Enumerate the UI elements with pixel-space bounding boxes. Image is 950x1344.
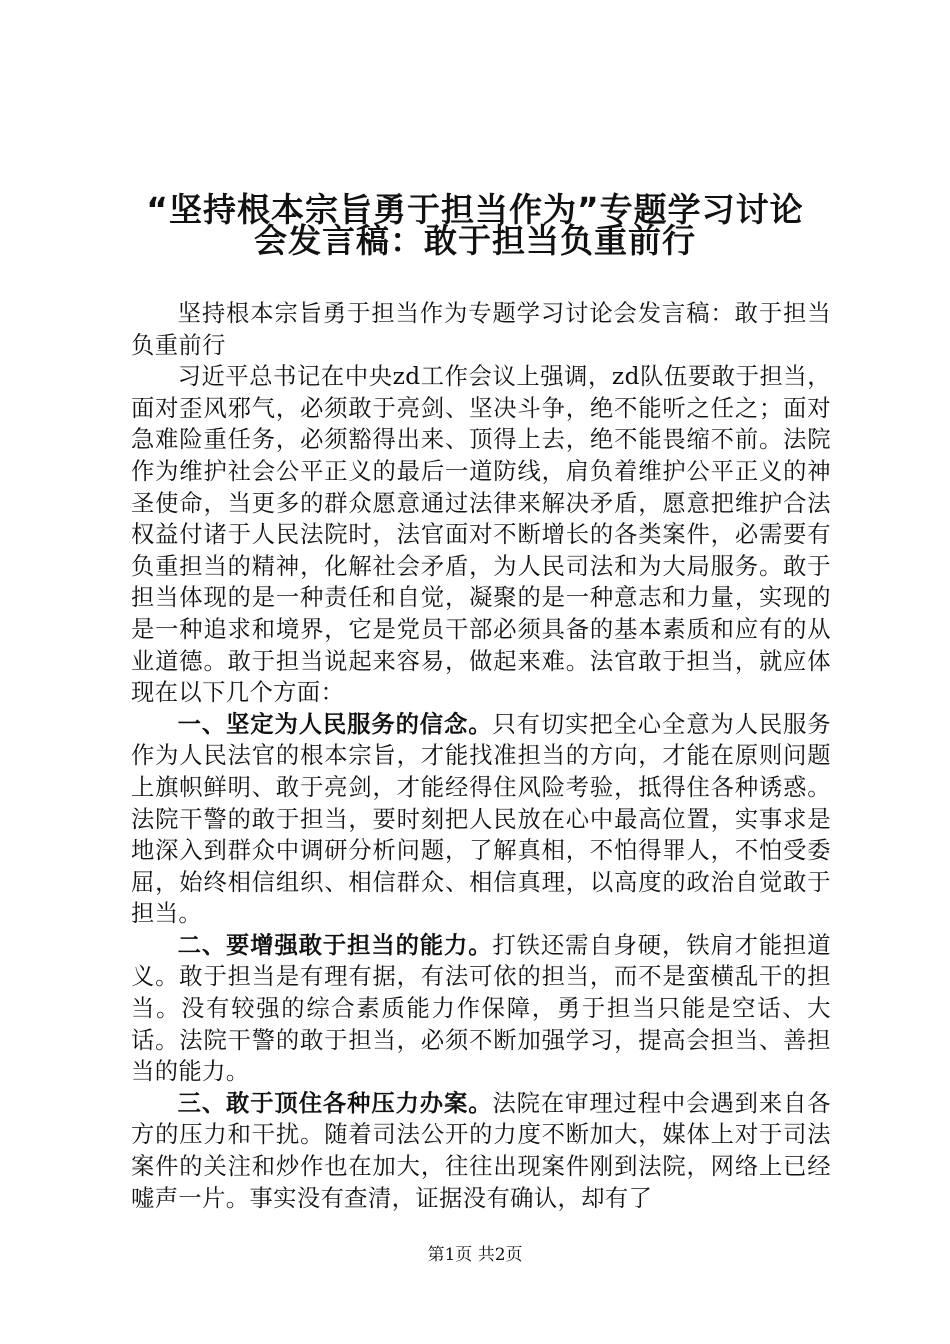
paragraph-text: 打铁还需自身硬，铁肩才能担道义。敢于担当是有理有据，有法可依的担当，而不是蛮横乱干的担当。没有较强的综合素质能力作保障，勇于担当只能是空话、大话。法院干警的敢于担当，必须不断加强学习，提高会担当、善担当的能力。: [131, 931, 831, 1086]
paragraph: [131, 1088, 831, 1214]
paragraph-text: 法院在审理过程中会遇到来自各方的压力和干扰。随着司法公开的力度不断加大，媒体上对于司法案件的关注和炒作也在加大，往往出现案件刚到法院，网络上已经嘘声一片。事实没有查清，证据没有确认，却有了: [131, 1089, 831, 1212]
document-body: [131, 298, 831, 1214]
paragraph-text: 习近平总书记在中央zd工作会议上强调，zd队伍要敢于担当，面对歪风邪气，必须敢于亮剑、坚决斗争，绝不能听之任之；面对急难险重任务，必须豁得出来、顶得上去，绝不能畏缩不前。法院作为维护社会公平正义的最后一道防线，肩负着维护公平正义的神圣使命，当更多的群众愿意通过法律来解决矛盾，愿意把维护合法权益付诸于人民法院时，法官面对不断增长的各类案件，必需要有负重担当的精神，化解社会矛盾，为人民司法和为大局服务。敢于担当体现的是一种责任和自觉，凝聚的是一种意志和力量，实现的是一种追求和境界，它是党员干部必须具备的基本素质和应有的从业道德。敢于担当说起来容易，做起来难。法官敢于担当，就应体现在以下几个方面：: [131, 363, 831, 707]
document-title-line-1: “坚持根本宗旨勇于担当作为”专题学习讨论: [146, 190, 804, 229]
paragraph-text: 只有切实把全心全意为人民服务作为人民法官的根本宗旨，才能找准担当的方向，才能在原则问题上旗帜鲜明、敢于亮剑，才能经得住风险考验，抵得住各种诱惑。法院干警的敢于担当，要时刻把人民放在心中最高位置，实事求是地深入到群众中调研分析问题，了解真相，不怕得罪人，不怕受委屈，始终相信组织、相信群众、相信真理，以高度的政治自觉敢于担当。: [131, 710, 831, 928]
page-number: 第1页 共2页: [427, 1245, 523, 1265]
document-title-line-2: 会发言稿：敢于担当负重前行: [254, 221, 696, 260]
paragraph-heading: 一、坚定为人民服务的信念。: [177, 710, 493, 738]
paragraph-text: 坚持根本宗旨勇于担当作为专题学习讨论会发言稿：敢于担当负重前行: [131, 300, 831, 359]
paragraph: [131, 709, 831, 930]
paragraph-heading: 三、敢于顶住各种压力办案。: [177, 1089, 493, 1117]
paragraph: [131, 298, 831, 361]
paragraph: [131, 930, 831, 1088]
paragraph: [131, 361, 831, 709]
paragraph-heading: 二、要增强敢于担当的能力。: [177, 931, 493, 959]
